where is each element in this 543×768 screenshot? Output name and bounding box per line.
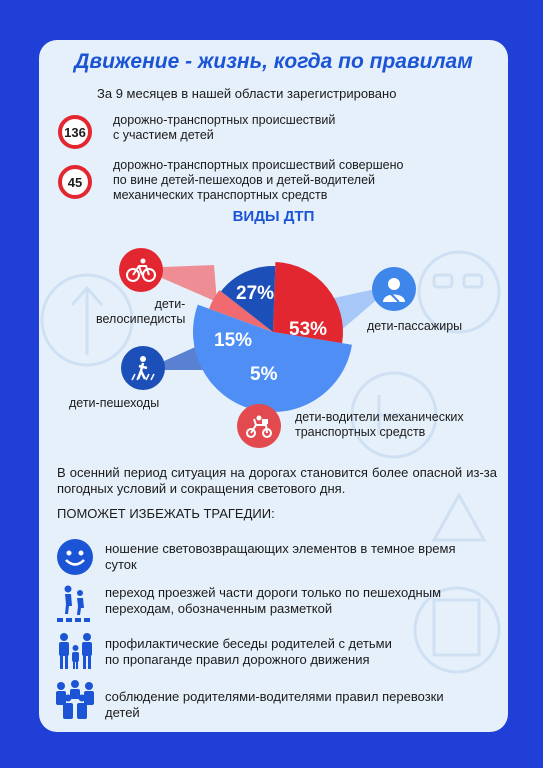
tip-line: переход проезжей части дороги только по пешеходным — [105, 585, 442, 600]
tip-parent-drivers — [105, 689, 444, 721]
percent-label-moped: 5% — [250, 364, 278, 385]
label-line: дети- — [154, 297, 186, 311]
tip-crosswalk — [105, 585, 441, 617]
tip-line: переходам, обозначенным разметкой — [105, 601, 333, 616]
tip-line: соблюдение родителями-водителями правил перевозки — [105, 689, 444, 704]
page-title: Движение - жизнь, когда по правилам — [74, 50, 473, 73]
group-icon — [53, 680, 97, 725]
percent-label-pedestrians: 15% — [214, 330, 253, 351]
accident-types-title: ВИДЫ ДТП — [232, 208, 315, 225]
stat-badge-total: 136 — [58, 115, 92, 149]
label-moped — [295, 410, 464, 440]
infographic-card — [39, 40, 508, 732]
smiley-icon — [56, 538, 94, 581]
accident-types-pie — [39, 40, 508, 732]
tip-reflective — [105, 541, 456, 573]
intro-text: За 9 месяцев в нашей области зарегистрировано — [97, 86, 397, 101]
label-line: велосипедисты — [96, 312, 186, 326]
help-title: ПОМОЖЕТ ИЗБЕЖАТЬ ТРАГЕДИИ: — [57, 506, 275, 521]
moped-icon — [237, 404, 281, 448]
label-line: транспортных средств — [295, 425, 426, 439]
stat-line: дорожно-транспортных происшествий — [113, 113, 336, 127]
stat-line: механических транспортных средств — [113, 188, 328, 202]
percent-label-passengers: 53% — [289, 319, 328, 340]
stat-line: по вине детей-пешеходов и детей-водителей — [113, 173, 375, 187]
passenger-icon — [372, 267, 416, 311]
family-icon — [56, 632, 96, 675]
tip-line: детей — [105, 705, 140, 720]
bicycle-icon — [119, 248, 163, 292]
crosswalk-icon — [56, 584, 94, 629]
tip-line: ношение световозвращающих элементов в темное время — [105, 541, 456, 556]
percent-label-cyclists: 27% — [236, 283, 275, 304]
stat-badge-children-fault: 45 — [58, 165, 92, 199]
tip-line: по пропаганде правил дорожного движения — [105, 652, 370, 667]
label-passengers: дети-пассажиры — [367, 319, 463, 333]
season-warning-text: В осенний период ситуация на дорогах становится более опасной из-за погодных условий и сокращения светового дня. — [57, 465, 497, 496]
tip-line: суток — [105, 557, 137, 572]
stat-line: дорожно-транспортных происшествий совершено — [113, 158, 404, 172]
pedestrian-icon — [121, 346, 165, 390]
label-pedestrians: дети-пешеходы — [69, 396, 160, 410]
stat-line: с участием детей — [113, 128, 214, 142]
tip-line: профилактические беседы родителей с детьми — [105, 636, 392, 651]
label-cyclists — [96, 297, 186, 327]
tip-parent-talks — [105, 636, 392, 668]
label-line: дети-водители механических — [295, 410, 464, 424]
